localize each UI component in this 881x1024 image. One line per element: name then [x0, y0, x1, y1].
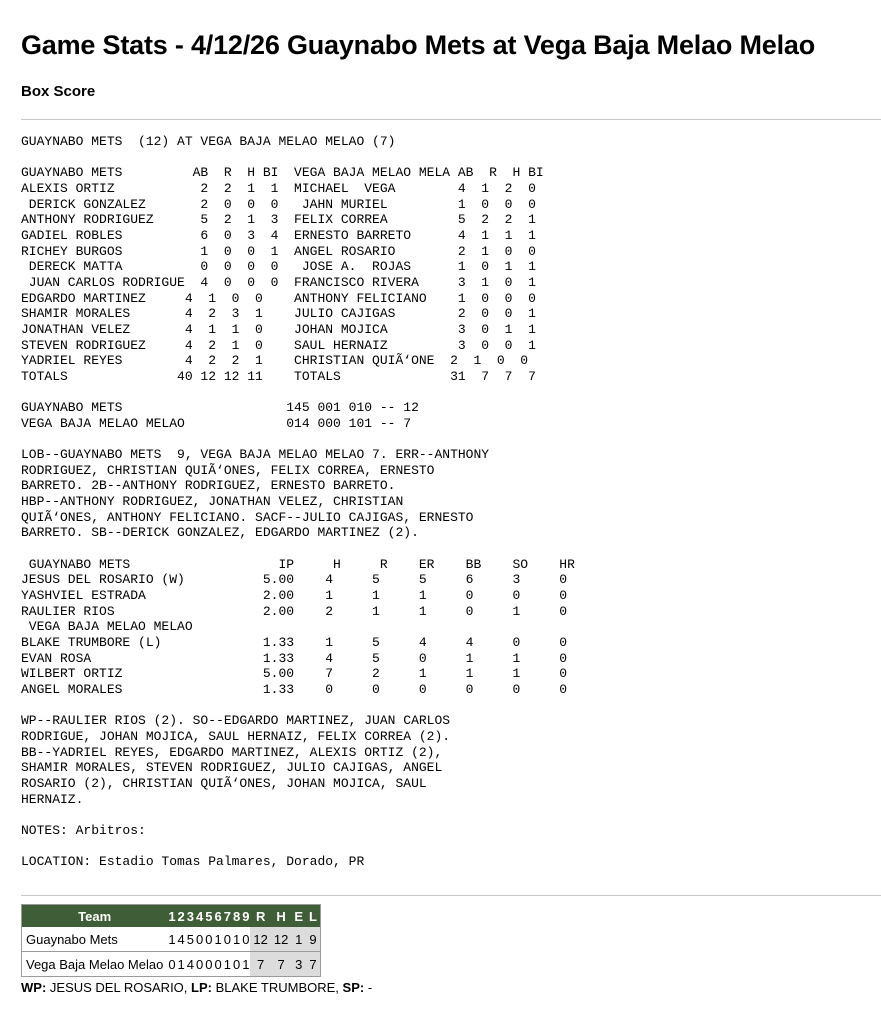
line-score-row-home [22, 952, 321, 977]
inning-score: 0 [204, 952, 213, 977]
header-runs: R [250, 905, 270, 928]
inning-score: 5 [186, 927, 195, 952]
inning-score: 0 [204, 927, 213, 952]
total-errors: 1 [291, 927, 306, 952]
lp-label: LP: [191, 980, 212, 995]
header-inning-7: 7 [223, 905, 232, 928]
wp-label: WP: [21, 980, 47, 995]
section-heading-box-score: Box Score [21, 83, 96, 100]
page-title: Game Stats - 4/12/26 Guaynabo Mets at Vega Baja Melao Melao [21, 30, 816, 60]
losing-pitcher: BLAKE TRUMBORE [215, 980, 336, 995]
header-hits: H [271, 905, 291, 928]
total-runs: 12 [250, 927, 270, 952]
inning-score: 4 [177, 927, 186, 952]
box-score-text: GUAYNABO METS (12) AT VEGA BAJA MELAO MELAO (7) GUAYNABO METS AB R H BI VEGA BAJA MELAO MELA AB R H BI ALEXIS ORTIZ 2 2 1 1 MICHAEL VEGA 4 1 2 0 DERICK GONZALEZ 2 0 0 0 JAHN MURIEL 1 0 0 0 ANTHONY RODRIGUEZ 5 2 1 3 FELIX CORREA 5 2 2 1 GADIEL ROBLES 6 0 3 4 ERNESTO BARRETO 4 1 1 1 RICHEY BURGOS 1 0 0 1 ANGEL ROSARIO 2 1 0 0 DERECK MATTA 0 0 0 0 JOSE A. ROJAS 1 0 1 1 JUAN CARLOS RODRIGUE 4 0 0 0 FRANCISCO RIVERA 3 1 0 1 EDGARDO MARTINEZ 4 1 0 0 ANTHONY FELICIANO 1 0 0 0 SHAMIR MORALES 4 2 3 1 JULIO CAJIGAS 2 0 0 1 JONATHAN VELEZ 4 1 1 0 JOHAN MOJICA 3 0 1 1 STEVEN RODRIGUEZ 4 2 1 0 SAUL HERNAIZ 3 0 0 1 YADRIEL REYES 4 2 2 1 CHRISTIAN QUIÃ‘ONE 2 1 0 0 TOTALS 40 12 12 11 TOTALS 31 7 7 7 GUAYNABO METS 145 001 010 -- 12 VEGA BAJA MELAO MELAO 014 000 101 -- 7 LOB--GUAYNABO METS 9, VEGA BAJA MELAO MELAO 7. ERR--ANTHONY RODRIGUEZ, CHRISTIAN QUIÃ‘ONES, FELIX CORREA, ERNESTO BARRETO. 2B--ANTHONY RODRIGUEZ, ERNESTO BARRETO. HBP--ANTHONY RODRIGUEZ, JONATHAN VELEZ, CHRISTIAN QUIÃ‘ONES, ANTHONY FELICIANO. SACF--JULIO CAJIGAS, ERNESTO BARRETO. SB--DERICK GONZALEZ, EDGARDO MARTINEZ (2). GUAYNABO METS IP H R ER BB SO HR JESUS DEL ROSARIO (W) 5.00 4 5 5 6 3 0 YASHVIEL ESTRADA 2.00 1 1 1 0 0 0 RAULIER RIOS 2.00 2 1 1 0 1 0 VEGA BAJA MELAO MELAO BLAKE TRUMBORE (L) 1.33 1 5 4 4 0 0 EVAN ROSA 1.33 4 5 0 1 1 0 WILBERT ORTIZ 5.00 7 2 1 1 1 0 ANGEL MORALES 1.33 0 0 0 0 0 0 WP--RAULIER RIOS (2). SO--EDGARDO MARTINEZ, JUAN CARLOS RODRIGUE, JOHAN MOJICA, SAUL HERNAIZ, FELIX CORREA (2). BB--YADRIEL REYES, EDGARDO MARTINEZ, ALEXIS ORTIZ (2), SHAMIR MORALES, STEVEN RODRIGUEZ, JULIO CAJIGAS, ANGEL ROSARIO (2), CHRISTIAN QUIÃ‘ONES, JOHAN MOJICA, SAUL HERNAIZ. NOTES: Arbitros: LOCATION: Estadio Tomas Palmares, Dorado, PR [21, 134, 575, 870]
total-runs: 7 [250, 952, 270, 977]
total-lob: 7 [306, 952, 320, 977]
inning-score: 1 [232, 927, 241, 952]
sp-label: SP: [342, 980, 365, 995]
header-inning-1: 1 [167, 905, 176, 928]
inning-score: 1 [167, 927, 176, 952]
inning-score: 1 [223, 952, 232, 977]
inning-score: 0 [223, 927, 232, 952]
inning-score: 0 [232, 952, 241, 977]
team-name: Guaynabo Mets [22, 927, 168, 952]
team-name: Vega Baja Melao Melao [22, 952, 168, 977]
total-hits: 12 [271, 927, 291, 952]
winning-pitcher: JESUS DEL ROSARIO [49, 980, 184, 995]
inning-score: 0 [167, 952, 176, 977]
line-score-header-row [22, 905, 321, 928]
save-pitcher: - [367, 980, 373, 995]
header-inning-2: 2 [177, 905, 186, 928]
header-team: Team [22, 905, 168, 928]
divider-bottom [21, 895, 881, 896]
inning-score: 1 [213, 927, 222, 952]
header-inning-4: 4 [195, 905, 204, 928]
header-inning-3: 3 [186, 905, 195, 928]
header-inning-9: 9 [241, 905, 250, 928]
header-inning-8: 8 [232, 905, 241, 928]
total-errors: 3 [291, 952, 306, 977]
inning-score: 0 [195, 952, 204, 977]
divider-top [21, 119, 881, 120]
inning-score: 4 [186, 952, 195, 977]
header-errors: E [291, 905, 306, 928]
total-hits: 7 [271, 952, 291, 977]
header-inning-5: 5 [204, 905, 213, 928]
header-lob: L [306, 905, 320, 928]
total-lob: 9 [306, 927, 320, 952]
inning-score: 0 [195, 927, 204, 952]
line-score-row-away [22, 927, 321, 952]
inning-score: 1 [177, 952, 186, 977]
inning-score: 1 [241, 952, 250, 977]
line-score-table [21, 904, 321, 977]
inning-score: 0 [241, 927, 250, 952]
inning-score: 0 [213, 952, 222, 977]
pitching-decisions: WP: JESUS DEL ROSARIO, LP: BLAKE TRUMBORE, SP: - [21, 980, 373, 995]
header-inning-6: 6 [213, 905, 222, 928]
